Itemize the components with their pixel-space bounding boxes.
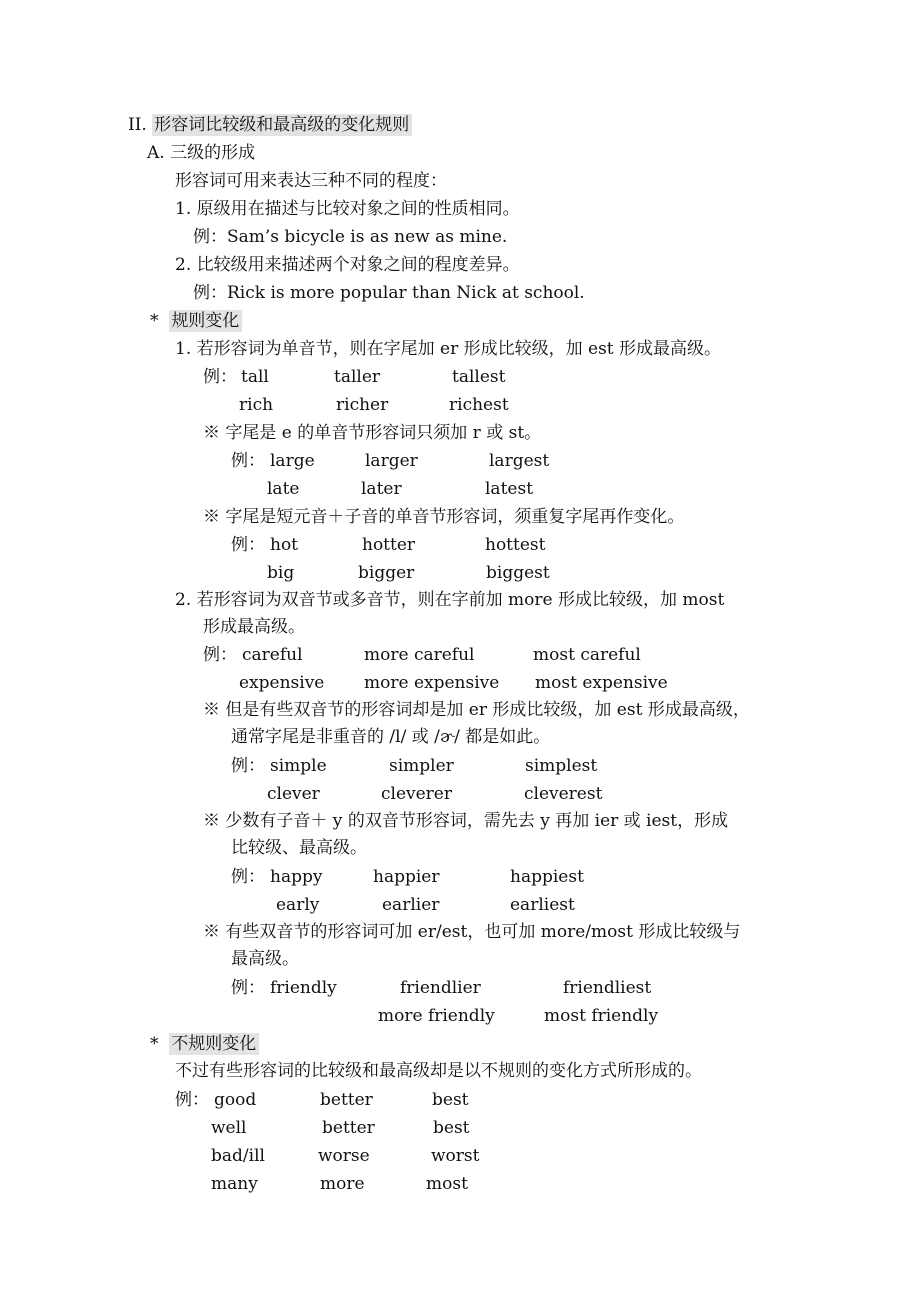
- word-positive: expensive: [239, 673, 325, 693]
- subsection-label: A.: [147, 143, 165, 163]
- word-comparative: worse: [318, 1146, 370, 1166]
- regular-title: 规则变化: [169, 310, 242, 332]
- word-positive: many: [211, 1174, 258, 1194]
- word-superlative: happiest: [510, 867, 584, 887]
- word-superlative: most expensive: [535, 673, 668, 693]
- regular-heading: [150, 311, 242, 331]
- note-5: ※ 有些双音节的形容词可加 er/est，也可加 more/most 形成比较级与: [203, 922, 741, 942]
- star-bullet: *: [150, 1034, 159, 1054]
- example-prefix: 例：: [231, 451, 265, 471]
- word-positive: late: [267, 479, 300, 499]
- word-superlative: simplest: [525, 756, 598, 776]
- note-5-continued: 最高级。: [231, 949, 299, 969]
- word-superlative: best: [432, 1090, 469, 1110]
- example-prefix: 例：: [231, 867, 265, 887]
- word-comparative: larger: [365, 451, 418, 471]
- word-superlative: largest: [489, 451, 550, 471]
- word-superlative: latest: [485, 479, 534, 499]
- rule-2: 2. 若形容词为双音节或多音节，则在字前加 more 形成比较级，加 most: [175, 590, 725, 610]
- section-number: II.: [128, 115, 147, 135]
- word-comparative: friendlier: [400, 978, 481, 998]
- word-comparative: more friendly: [378, 1006, 495, 1026]
- word-comparative: more careful: [364, 645, 475, 665]
- word-superlative: earliest: [510, 895, 575, 915]
- section-heading: [128, 115, 412, 135]
- point-2: 2. 比较级用来描述两个对象之间的程度差异。: [175, 255, 520, 275]
- word-positive: simple: [270, 756, 327, 776]
- word-positive: happy: [270, 867, 323, 887]
- word-comparative: better: [322, 1118, 375, 1138]
- note-4-continued: 比较级、最高级。: [231, 838, 367, 858]
- irregular-intro: 不过有些形容词的比较级和最高级却是以不规则的变化方式所形成的。: [175, 1061, 702, 1081]
- word-superlative: most careful: [533, 645, 641, 665]
- example-prefix: 例：: [175, 1090, 209, 1110]
- point-1: 1. 原级用在描述与比较对象之间的性质相同。: [175, 199, 520, 219]
- word-superlative: tallest: [452, 367, 506, 387]
- word-positive: rich: [239, 395, 274, 415]
- word-superlative: most friendly: [544, 1006, 659, 1026]
- word-positive: early: [276, 895, 320, 915]
- example-prefix: 例：: [203, 367, 237, 387]
- word-superlative: biggest: [486, 563, 550, 583]
- irregular-heading: [150, 1034, 259, 1054]
- word-comparative: more: [320, 1174, 365, 1194]
- word-comparative: later: [361, 479, 402, 499]
- word-comparative: richer: [336, 395, 389, 415]
- point-2-example: 例：Rick is more popular than Nick at school.: [193, 283, 585, 303]
- note-1: ※ 字尾是 e 的单音节形容词只须加 r 或 st。: [203, 423, 542, 443]
- point-1-example: 例：Sam’s bicycle is as new as mine.: [193, 227, 508, 247]
- word-positive: well: [211, 1118, 247, 1138]
- rule-2-continued: 形成最高级。: [203, 617, 305, 637]
- intro-text: 形容词可用来表达三种不同的程度：: [175, 171, 447, 191]
- rule-1: 1. 若形容词为单音节，则在字尾加 er 形成比较级，加 est 形成最高级。: [175, 339, 722, 359]
- word-comparative: better: [320, 1090, 373, 1110]
- word-comparative: bigger: [358, 563, 415, 583]
- word-positive: big: [267, 563, 295, 583]
- word-comparative: happier: [373, 867, 440, 887]
- word-positive: careful: [242, 645, 303, 665]
- word-superlative: best: [433, 1118, 470, 1138]
- word-comparative: hotter: [362, 535, 416, 555]
- word-comparative: more expensive: [364, 673, 500, 693]
- example-prefix: 例：: [231, 978, 265, 998]
- note-3-continued: 通常字尾是非重音的 /l/ 或 /ɚ/ 都是如此。: [231, 727, 551, 747]
- word-positive: hot: [270, 535, 299, 555]
- example-prefix: 例：: [203, 645, 237, 665]
- word-superlative: richest: [449, 395, 509, 415]
- example-prefix: 例：: [231, 756, 265, 776]
- example-prefix: 例：: [231, 535, 265, 555]
- note-2: ※ 字尾是短元音＋子音的单音节形容词，须重复字尾再作变化。: [203, 507, 685, 527]
- word-superlative: hottest: [485, 535, 546, 555]
- irregular-title: 不规则变化: [169, 1033, 259, 1055]
- word-superlative: most: [426, 1174, 468, 1194]
- word-comparative: simpler: [389, 756, 454, 776]
- word-comparative: earlier: [382, 895, 440, 915]
- word-comparative: cleverer: [381, 784, 452, 804]
- subsection-title: 三级的形成: [170, 143, 256, 163]
- word-superlative: cleverest: [524, 784, 603, 804]
- section-title: 形容词比较级和最高级的变化规则: [152, 114, 412, 136]
- word-superlative: worst: [431, 1146, 480, 1166]
- word-superlative: friendliest: [563, 978, 652, 998]
- star-bullet: *: [150, 311, 159, 331]
- word-positive: tall: [241, 367, 269, 387]
- word-positive: large: [270, 451, 315, 471]
- subsection-heading: [147, 143, 255, 163]
- word-positive: bad/ill: [211, 1146, 265, 1166]
- word-positive: friendly: [270, 978, 337, 998]
- word-positive: good: [214, 1090, 257, 1110]
- word-positive: clever: [267, 784, 320, 804]
- note-3: ※ 但是有些双音节的形容词却是加 er 形成比较级，加 est 形成最高级，: [203, 700, 750, 720]
- note-4: ※ 少数有子音＋ y 的双音节形容词，需先去 y 再加 ier 或 iest，形成: [203, 811, 729, 831]
- word-comparative: taller: [334, 367, 381, 387]
